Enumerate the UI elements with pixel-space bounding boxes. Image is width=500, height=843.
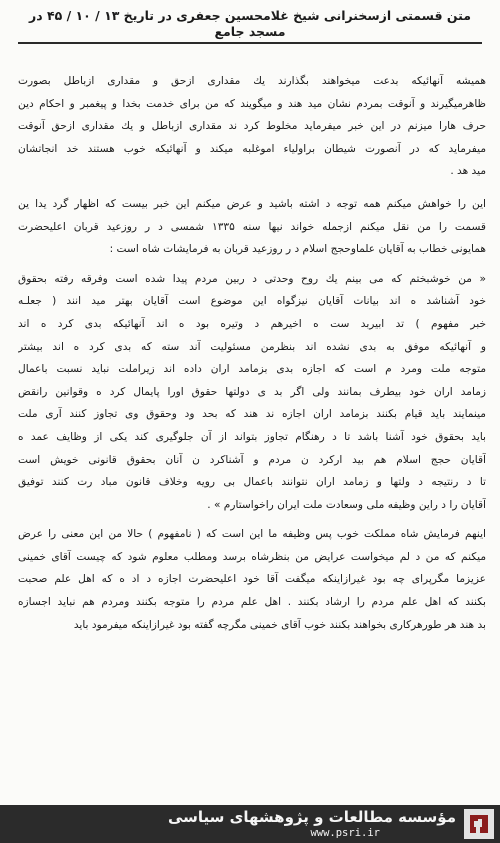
text-line: آقایان حجج اسلام هم بید ارکرد ن مردم و آشناکرد ن آنان بحقوق قانونی خویش است <box>18 453 486 466</box>
text-line: همایونی خطاب به آقایان علماوحجج اسلام د ر روزعید قربان به فرمایشات شاه است : <box>109 243 486 256</box>
paragraph <box>18 268 486 517</box>
footer-url: www.psri.ir <box>310 827 380 839</box>
psri-logo-icon <box>464 809 494 839</box>
text-line: و آنهائیکه موفق به بدی نشده اند بنظرمن مسئولیت آند سته که بدی کرد ه اند بیشتر <box>18 340 486 353</box>
text-line: بد هند هر طورهرکاری بخواهند بکنند خوب آقای خمینی مگرچه گفته بود غیرازاینکه میفرمود باید <box>73 618 486 631</box>
paragraph <box>18 523 486 636</box>
text-line: اینهم فرمایش شاه مملکت خوب پس وظیفه ما این است که ( نامفهوم ) حالا من این معنی را عرض <box>18 528 486 541</box>
text-line: زمامد اران خود بیطرف بمانند ولی اگر بد ی دولتها حقوق اورا پایمال کرد ه وقوانین رانقض <box>18 385 486 398</box>
text-line: خبر مفهوم ) تد ابیربد ست ه اخیرهم د وتیره بود ه اند آنهائیکه بدی کرد ه اند <box>18 317 486 330</box>
text-line: بکنند که اهل علم مردم را ارشاد بکنند . اهل علم مردم را متوجه بکنند ومردم هم نباید اجسازه <box>18 596 486 609</box>
text-line: باید بحقوق خود آشنا باشد تا د رهنگام تجاوز بتواند از آن جلوگیری کند یکی از وظایف عمد ه <box>18 430 486 443</box>
text-line: این را خواهش میکنم همه توجه د اشته باشید و عرض میکنم این خبر بیست که اظهار گرد یدا ین <box>18 197 486 210</box>
document-header <box>18 8 482 38</box>
text-line: تا د رنتیجه د ولتها و زمامد اران نتوانند باعمال بی رویه وخلاف قانون مباد رت کنند توفیق <box>18 476 486 489</box>
paragraph <box>18 193 486 261</box>
text-line: مید هد . <box>450 165 486 178</box>
text-line: خود آشناشد ه اند بیانات آقایان نیزگواه این موضوع است آقایان بهتر مید انند ( جعلـه <box>18 295 486 308</box>
text-line: میکنم که من د لم میخواست عرایض من بنظرشاه برسد ومطلب معلوم شود که چیست آقای خمینی <box>18 550 486 563</box>
text-line: « من خوشبختم که می بینم یك روح وحدتی د ربین مردم پیدا شده است وفرقه رفته بحقوق <box>18 272 486 285</box>
paragraph <box>18 70 486 183</box>
text-line: قسمت را من نقل میکنم ازجمله خواند نیها سنه ۱۳۳۵ شمسی د ر روزعید قربان اعلیحضرت <box>18 220 486 233</box>
text-line: آقایان را د راین وظیفه ملی وسعادت ملت ایران راخواستارم » . <box>207 498 486 511</box>
text-line: مینمایند باید قیام بکنند بزمامد اران اجازه ند هند که بحد ود وحقوق وی تجاوز کنند آری ملت <box>18 408 486 421</box>
text-line: حرف هارا میزنم در این خبر میفرماید مخلوط کرد ند مقداری ازباطل و یك مقداری ازحق آنوقت <box>18 120 486 133</box>
header-title: متن قسمتی ازسخنرانی شیخ غلامحسین جعفری در تاریخ ۱۳ / ۱۰ / ۴۵ در مسجد جامع <box>29 8 471 39</box>
document-body <box>18 58 486 643</box>
text-line: متوجه ملت ومرد م است که اجازه بدی بزمامد اران داده اند زیراملت نباید نسبت باعمال <box>18 363 486 376</box>
text-line: عزیزما مگرپرای چه بود غیرازاینکه میگفت آقا خود اعلیحضرت اجازه د اد ه که اهل علم صحبت <box>18 573 486 586</box>
header-underline <box>18 42 482 44</box>
text-line: همیشه آنهائیکه بدعت میخواهند بگذارند یك مقداری ازحق و مقداری ازباطل بصورت <box>18 75 486 87</box>
text-line: ظاهرمیگیرند و آنوقت بمردم نشان مید هند و میگویند که من برای خدمت بخدا و پیغمبر و احکام دین <box>18 97 486 110</box>
footer-banner <box>0 805 500 843</box>
footer-org-name: مؤسسه مطالعات و پژوهشهای سیاسی <box>167 808 456 826</box>
text-line: میفرماید که در آنصورت شیطان براولیاء اموغلبه میکند و آنهائیکه خوب هستند خد انجاتشان <box>18 142 486 155</box>
